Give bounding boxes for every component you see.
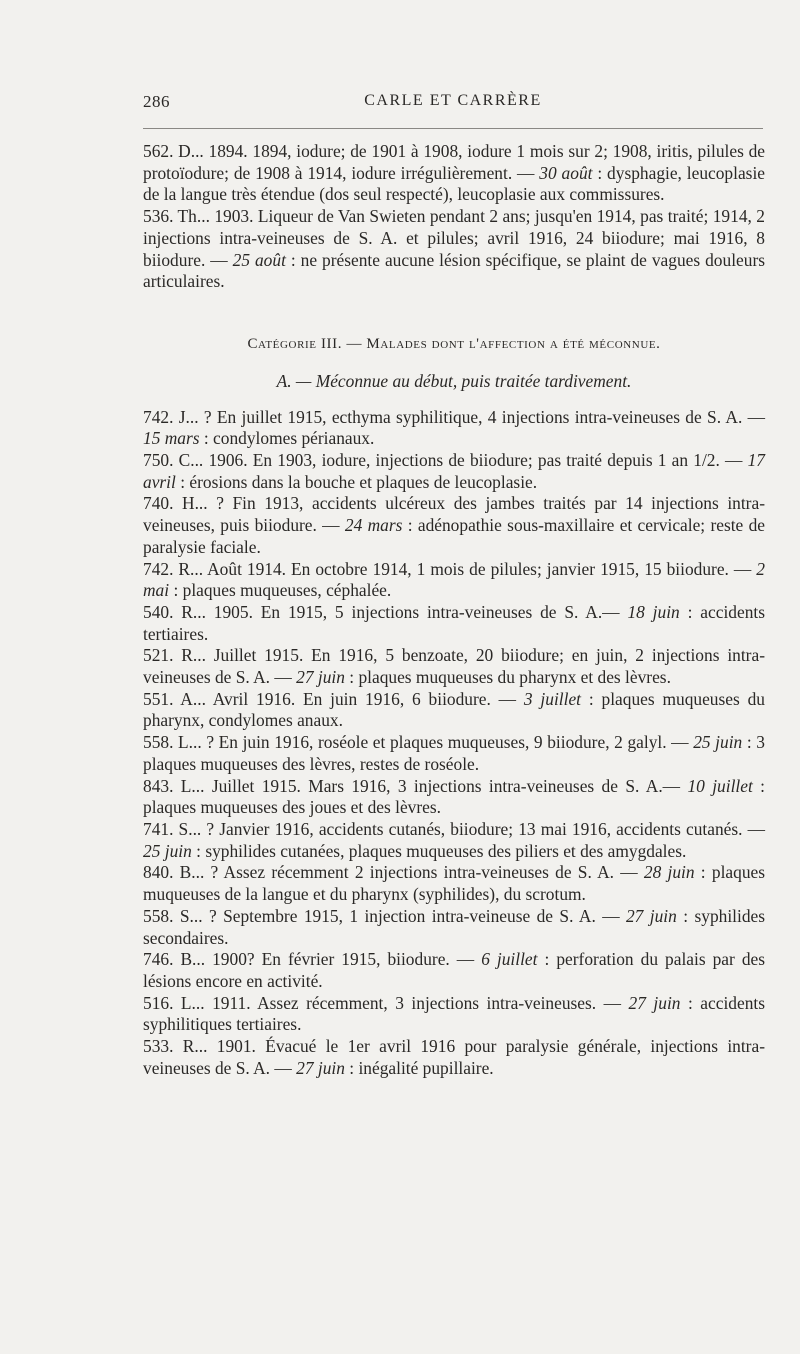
entry-text: : plaques muqueuses du pharynx et des lèvres. — [344, 667, 671, 688]
case-entry — [143, 1036, 765, 1079]
date-text: 2 mai — [143, 558, 765, 601]
entry-text: 540. R... 1905. En 1915, 5 injections intra-veineuses de S. A.— — [143, 601, 628, 622]
entry-text: 551. A... Avril 1916. En juin 1916, 6 biiodure. — — [143, 688, 524, 709]
date-text: 18 juin — [627, 601, 680, 622]
date-text: 27 juin — [296, 667, 345, 688]
entry-text: 536. Th... 1903. Liqueur de Van Swieten pendant 2 ans; jusqu'en 1914, pas traité; 1914, 2 injections intra-veineuses de S. A. et pilules; avril 1916, 24 biiodure; mai 1916, 8 biiodure. — — [143, 206, 765, 270]
entry-text: : adénopathie sous-maxillaire et cervicale; reste de paralysie faciale. — [143, 515, 765, 557]
date-text: 17 avril — [143, 450, 765, 492]
date-text: 25 août — [232, 249, 286, 270]
case-entry — [143, 645, 765, 688]
date-text: 30 août — [539, 162, 593, 183]
entry-text: : plaques muqueuses du pharynx, condylomes anaux. — [143, 688, 765, 731]
entry-text: : syphilides cutanées, plaques muqueuses des piliers et des amygdales. — [191, 840, 687, 861]
entries-block-2 — [143, 407, 765, 1080]
entry-text: : inégalité pupillaire. — [344, 1057, 494, 1078]
date-text: 28 juin — [643, 862, 695, 883]
entry-text: : accidents syphilitiques tertiaires. — [143, 992, 766, 1035]
subsection-heading: A. — Méconnue au début, puis traitée tardivement. — [276, 370, 632, 391]
date-text: 3 juillet — [523, 688, 582, 709]
entry-text: : plaques muqueuses, céphalée. — [169, 580, 392, 601]
case-entry — [143, 602, 765, 645]
date-text: 15 mars — [143, 428, 200, 449]
case-entry — [143, 819, 765, 862]
entry-text: 840. B... ? Assez récemment 2 injections intra-veineuses de S. A. — — [143, 862, 644, 883]
entry-text: 742. R... Août 1914. En octobre 1914, 1 mois de pilules; janvier 1915, 15 biiodure. — — [143, 558, 757, 579]
entry-text: 740. H... ? Fin 1913, accidents ulcéreux des jambes traités par 14 injections intra-veineuses, puis biiodure. — — [143, 493, 765, 536]
page-number: 286 — [143, 92, 170, 111]
date-text: 27 juin — [628, 992, 681, 1013]
category-section — [143, 333, 765, 1080]
date-text: 27 juin — [625, 905, 677, 926]
date-text: 10 juillet — [687, 775, 753, 796]
entry-text: 562. D... 1894. 1894, iodure; de 1901 à 1908, iodure 1 mois sur 2; 1908, iritis, pilules de protoïodure; de 1908 à 1914, iodure irrégulièrement. — — [143, 141, 765, 183]
entry-text: 843. L... Juillet 1915. Mars 1916, 3 injections intra-veineuses de S. A.— — [143, 775, 688, 796]
date-text: 6 juillet — [481, 949, 538, 970]
case-entry — [143, 949, 765, 992]
entry-text: : ne présente aucune lésion spécifique, se plaint de vagues douleurs articulaires. — [143, 249, 765, 292]
date-text: 25 juin — [693, 732, 743, 753]
entry-text: : plaques muqueuses de la langue et du pharynx (syphilides), du scrotum. — [143, 862, 766, 905]
case-entry — [143, 206, 765, 293]
page-header — [143, 92, 763, 116]
case-entry — [143, 493, 765, 558]
date-text: 24 mars — [344, 515, 403, 536]
entry-text: : syphilides secondaires. — [143, 905, 766, 948]
category-heading: Catégorie III. — Malades dont l'affection a été méconnue. — [247, 335, 661, 352]
entries-block-1 — [143, 141, 765, 293]
entry-text: : perforation du palais par des lésions encore en activité. — [143, 949, 766, 991]
entry-text: 558. L... ? En juin 1916, roséole et plaques muqueuses, 9 biiodure, 2 galyl. — — [143, 732, 694, 753]
header-rule — [143, 128, 763, 129]
entry-text: : plaques muqueuses des joues et des lèvres. — [143, 775, 766, 818]
entry-text: : 3 plaques muqueuses des lèvres, restes de roséole. — [143, 732, 765, 774]
entry-text: : accidents tertiaires. — [143, 601, 765, 644]
case-entry — [143, 559, 765, 602]
case-entry — [143, 862, 765, 905]
case-entry — [143, 450, 765, 493]
entry-text: 750. C... 1906. En 1903, iodure, injections de biiodure; pas traité depuis 1 an 1/2. — — [143, 450, 748, 471]
case-entry — [143, 906, 765, 949]
entry-text: : érosions dans la bouche et plaques de leucoplasie. — [175, 471, 538, 492]
entry-text: : dysphagie, leucoplasie de la langue très étendue (dos seul respecté), leucoplasie aux commissures. — [143, 162, 765, 205]
case-entry — [143, 407, 765, 450]
case-entry — [143, 776, 765, 819]
entry-text: : condylomes périanaux. — [199, 428, 375, 449]
entry-text: 516. L... 1911. Assez récemment, 3 injections intra-veineuses. — — [143, 992, 629, 1013]
date-text: 25 juin — [143, 840, 192, 861]
entry-text: 741. S... ? Janvier 1916, accidents cutanés, biiodure; 13 mai 1916, accidents cutanés. — — [143, 818, 765, 839]
entry-text: 533. R... 1901. Évacué le 1er avril 1916 pour paralysie générale, injections intra-veineuses de S. A. — — [143, 1036, 765, 1078]
case-entry — [143, 993, 765, 1036]
date-text: 27 juin — [296, 1057, 345, 1078]
entry-text: 746. B... 1900? En février 1915, biiodure. — — [143, 949, 482, 970]
entry-text: 742. J... ? En juillet 1915, ecthyma syphilitique, 4 injections intra-veineuses de S. A. — — [143, 406, 765, 427]
case-entry — [143, 732, 765, 775]
entry-text: 558. S... ? Septembre 1915, 1 injection intra-veineuse de S. A. — — [143, 905, 626, 926]
case-entry — [143, 141, 765, 206]
page-body — [143, 141, 765, 1079]
case-entry — [143, 689, 765, 732]
entry-text: 521. R... Juillet 1915. En 1916, 5 benzoate, 20 biiodure; en juin, 2 injections intra-veineuses de S. A. — — [143, 645, 765, 688]
running-head: CARLE ET CARRÈRE — [364, 92, 542, 109]
